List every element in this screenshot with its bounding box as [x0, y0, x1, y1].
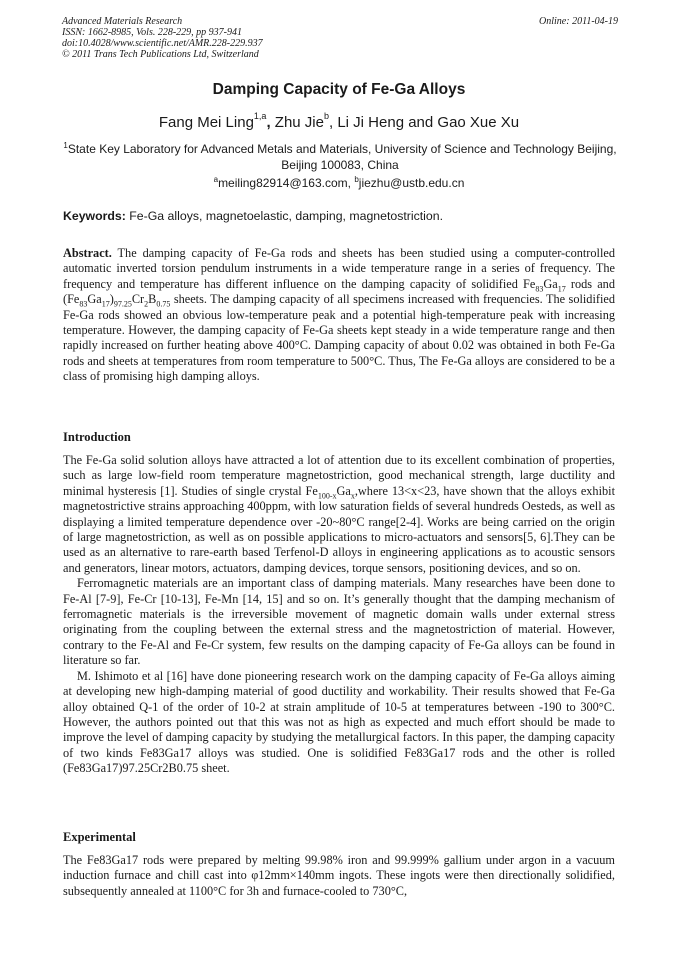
- introduction-paragraph: M. Ishimoto et al [16] have done pioneering research work on the damping capacity of Fe-Ga alloys aiming at developing new high-damping material of good ductility and workability. Their results showed that Fe-Ga alloy obtained Q-1 of the order of 10-2 at strain amplitude of 10-5 at temperatures between -190 to 300°C. However, the authors pointed out that this was not as high as expected and much effort should be made to improve the level of damping capacity by studying the metallurgical factors. In this paper, the damping capacity of two kinds Fe83Ga17 alloys was studied. One is solidified Fe83Ga17 rods and the other is rolled (Fe83Ga17)97.25Cr2B0.75 sheet.: [63, 668, 615, 776]
- text-run: B: [148, 292, 157, 307]
- affiliation-text: State Key Laboratory for Advanced Metals and Materials, University of Science and Technology Beijing, Beijing 100083, China: [67, 142, 617, 172]
- subscript: 0.75: [156, 299, 171, 309]
- affiliation-mark: 1: [63, 141, 68, 150]
- author-affil-mark: 1,a: [253, 111, 267, 121]
- keywords: [63, 209, 618, 223]
- introduction-body: [63, 453, 615, 777]
- copyright-line: © 2011 Trans Tech Publications Ltd, Switzerland: [62, 49, 259, 60]
- author-emails: [0, 175, 678, 190]
- text-run: rods and (Fe: [63, 276, 615, 307]
- text-run: sheets. The damping capacity of all specimens increased with frequencies. The solidified Fe-Ga rods showed an obvious low-temperature peak and a potential high-temperature peak with increasing temperature. However, the damping capacity of Fe-Ga sheets kept steady in a wide temperature range and then rapidly increased on further heating above 400°C. Damping capacity of about 0.02 was obtained in both Fe-Ga rods and sheets at temperatures from room temperature to 500°C. Thus, The Fe-Ga alloys are considered to be a class of promising high damping alloys.: [63, 292, 615, 384]
- text-run: ): [109, 292, 114, 307]
- abstract-paragraph: [63, 246, 615, 385]
- section-heading-experimental: Experimental: [63, 830, 136, 844]
- issn-line: ISSN: 1662-8985, Vols. 228-229, pp 937-941: [62, 27, 242, 38]
- subscript: x: [350, 491, 355, 501]
- abstract-label: Abstract.: [63, 246, 112, 260]
- email-mark: a: [213, 175, 219, 184]
- introduction-paragraph: [63, 453, 615, 576]
- subscript: 100-x: [317, 491, 337, 501]
- online-date: Online: 2011-04-19: [539, 16, 618, 27]
- section-heading-introduction: Introduction: [63, 430, 131, 444]
- email-link[interactable]: jiezhu@ustb.edu.cn: [358, 176, 465, 190]
- subscript: 83: [79, 299, 88, 309]
- paper-title: Damping Capacity of Fe-Ga Alloys: [212, 81, 466, 98]
- keywords-text: Fe-Ga alloys, magnetoelastic, damping, magnetostriction.: [125, 209, 444, 223]
- subscript: 17: [101, 299, 110, 309]
- author-name: Zhu Jie: [274, 114, 324, 131]
- author-list: [0, 113, 678, 131]
- doi-line: doi:10.4028/www.scientific.net/AMR.228-229.937: [62, 38, 263, 49]
- introduction-paragraph: Ferromagnetic materials are an important class of damping materials. Many researches have been done to Fe-Al [7-9], Fe-Cr [10-13], Fe-Mn [14, 15] and so on. It’s generally thought that the damping mechanism of ferromagnetic materials is the irreversible movement of magnetic domain walls under external stress originating from the coupling between the external stress and the magnetostriction of material. However, contrary to the Fe-Al and Fe-Cr system, few results on the damping capacity of Fe-Ga alloys can be found in literature so far.: [63, 576, 615, 668]
- experimental-body: [63, 853, 615, 899]
- text-run: The Fe-Ga solid solution alloys have attracted a lot of attention due to its excellent combination of properties, such as large low-field room temperature magnetostriction, good mechanical strength, large ductility and minimal hysteresis [1]. Studies of single crystal Fe: [63, 453, 615, 498]
- text-run: Ga: [87, 292, 102, 307]
- text-run: The damping capacity of Fe-Ga rods and sheets has been studied using a computer-controlled automatic inverted torsion pendulum instruments in a wide temperature range in a series of frequency. The frequency and temperature has different influence on the damping capacity of solidified Fe: [63, 246, 615, 291]
- subscript: 97.25: [113, 299, 132, 309]
- text-run: Cr: [131, 292, 145, 307]
- author-sep: ,: [266, 114, 275, 131]
- author-affil-mark: b: [323, 111, 329, 121]
- journal-header: [62, 16, 618, 60]
- text-run: ,where 13<x<23, have shown that the alloys exhibit magnetostrictive strains approaching 400ppm, with low saturation fields of several hundreds Oesteds, as well as displaying a limited temperature dependence over -20~80°C range[2-4]. Works are being carried on the origin of large magnetostriction, as well as on possible applications to micro-actuators and sensors[5, 6].They can be used as an alternative to rare-earth based Terfenol-D alloys in engineering applications as to acoustic sensors and generators, linear motors, actuators, damping devices, torque sensors, positioning devices, and so on.: [63, 483, 615, 575]
- subscript: 17: [557, 284, 566, 294]
- text-run: Ga: [543, 276, 558, 291]
- keywords-label: Keywords:: [63, 209, 126, 223]
- journal-name: Advanced Materials Research: [62, 16, 183, 27]
- author-name: Fang Mei Ling: [158, 114, 254, 131]
- subscript: 2: [144, 299, 149, 309]
- subscript: 83: [535, 284, 544, 294]
- affiliation: [60, 138, 620, 173]
- email-link[interactable]: meiling82914@163.com,: [218, 176, 355, 190]
- email-mark: b: [354, 175, 359, 184]
- author-names-rest: , Li Ji Heng and Gao Xue Xu: [329, 114, 520, 131]
- text-run: Ga: [336, 483, 351, 498]
- experimental-paragraph: The Fe83Ga17 rods were prepared by melting 99.98% iron and 99.999% gallium under argon in a vacuum induction furnace and chill cast into φ12mm×140mm ingots. These ingots were then directionally solidified, subsequently annealed at 1100°C for 3h and furnace-cooled to 730°C,: [63, 853, 615, 898]
- abstract: [63, 246, 615, 385]
